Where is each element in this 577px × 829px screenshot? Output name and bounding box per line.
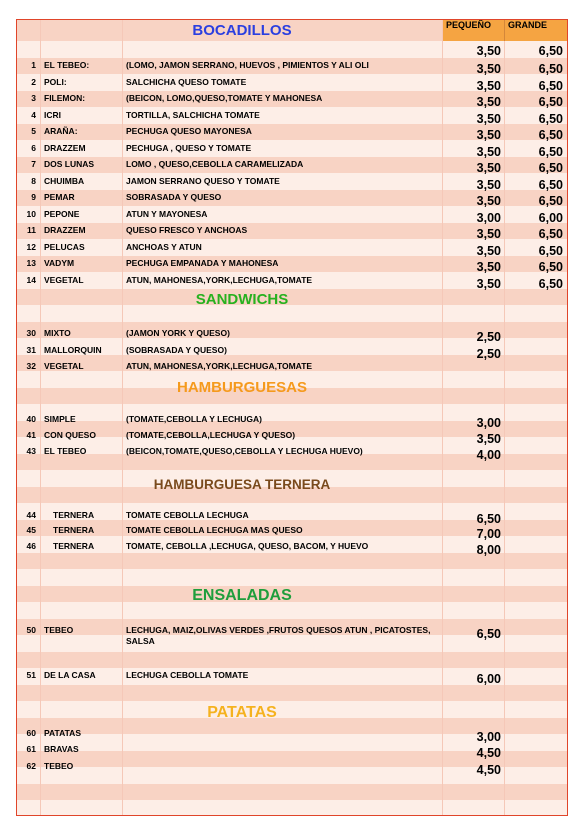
title-patatas-text: PATATAS	[207, 704, 277, 721]
item-price-small: 3,50	[476, 128, 501, 142]
item-description: TOMATE CEBOLLA LECHUGA	[126, 510, 249, 520]
item-number: 62	[26, 761, 36, 771]
title-ensaladas	[41, 586, 443, 605]
item-price-small: 3,50	[476, 112, 501, 126]
table-cell	[505, 718, 567, 735]
item-name: DRAZZEM	[44, 225, 86, 235]
item-name: CON QUESO	[44, 430, 96, 440]
table-cell	[505, 767, 567, 784]
table-row-bg	[17, 652, 567, 669]
table-cell	[17, 91, 41, 108]
title-ensaladas-text: ENSALADAS	[192, 587, 292, 604]
item-name: VEGETAL	[44, 275, 84, 285]
item-description: LECHUGA, MAIZ,OLIVAS VERDES ,FRUTOS QUESOS ATUN , PICATOSTES, SALSA	[126, 625, 431, 646]
item-number: 41	[26, 430, 36, 440]
table-cell	[17, 635, 41, 652]
item-name: TERNERA	[53, 525, 95, 535]
item-number: 30	[26, 328, 36, 338]
item-price-small: 3,50	[476, 145, 501, 159]
item-name: DOS LUNAS	[44, 159, 95, 169]
table-cell	[443, 652, 505, 669]
table-cell	[505, 305, 567, 322]
table-cell	[443, 602, 505, 619]
table-cell	[505, 371, 567, 388]
item-price-large: 6,50	[538, 128, 563, 142]
item-number: 8	[31, 176, 36, 186]
item-price-small: 3,50	[476, 178, 501, 192]
item-description: (SOBRASADA Y QUESO)	[126, 345, 227, 355]
table-cell	[17, 388, 41, 405]
item-number: 7	[31, 159, 36, 169]
item-price-small: 4,50	[476, 746, 501, 760]
item-description: (JAMON YORK Y QUESO)	[126, 328, 230, 338]
table-cell	[505, 322, 567, 339]
table-cell	[443, 569, 505, 586]
item-price-small: 3,00	[476, 416, 501, 430]
table-cell	[17, 124, 41, 141]
table-cell	[17, 173, 41, 190]
table-cell	[443, 487, 505, 504]
item-description: QUESO FRESCO Y ANCHOAS	[126, 225, 248, 235]
item-name: ARAÑA:	[44, 126, 78, 136]
item-price-large: 6,50	[538, 260, 563, 274]
menu-sheet	[16, 19, 568, 816]
item-description: PECHUGA QUESO MAYONESA	[126, 126, 252, 136]
table-cell	[443, 371, 505, 388]
item-name: DE LA CASA	[44, 670, 96, 680]
item-name: DRAZZEM	[44, 143, 86, 153]
item-name: PEMAR	[44, 192, 75, 202]
item-name: POLI:	[44, 77, 67, 87]
item-price-small: 3,00	[476, 730, 501, 744]
item-description: ATUN, MAHONESA,YORK,LECHUGA,TOMATE	[126, 361, 313, 371]
item-description: JAMON SERRANO QUESO Y TOMATE	[126, 176, 280, 186]
item-number: 11	[27, 225, 36, 235]
table-cell	[17, 553, 41, 570]
table-cell	[443, 685, 505, 702]
item-price-large: 6,50	[538, 244, 563, 258]
item-price-small: 8,00	[476, 543, 501, 557]
item-price-small: 3,50	[476, 244, 501, 258]
table-cell	[505, 685, 567, 702]
item-name: FILEMON:	[44, 93, 86, 103]
item-description: (LOMO, JAMON SERRANO, HUEVOS , PIMIENTOS Y ALI OLI	[126, 60, 369, 70]
item-price-small: 2,50	[476, 347, 501, 361]
table-cell	[123, 569, 443, 586]
item-number: 10	[26, 209, 36, 219]
item-price-small: 4,00	[476, 448, 501, 462]
table-cell	[17, 140, 41, 157]
item-price-small: 3,50	[476, 227, 501, 241]
table-cell	[17, 470, 41, 487]
item-number: 40	[26, 414, 36, 424]
item-number: 43	[26, 446, 36, 456]
item-description: (TOMATE,CEBOLLA,LECHUGA Y QUESO)	[126, 430, 296, 440]
item-name: TERNERA	[53, 541, 95, 551]
table-cell	[505, 388, 567, 405]
header-large-label: GRANDE	[508, 20, 548, 30]
table-cell	[17, 371, 41, 388]
item-number: 5	[31, 126, 36, 136]
table-cell	[505, 652, 567, 669]
table-cell	[505, 553, 567, 570]
item-number: 31	[26, 345, 36, 355]
item-price-small: 3,50	[476, 194, 501, 208]
title-hamburguesas	[41, 379, 443, 397]
table-cell	[17, 74, 41, 91]
item-price-small: 6,00	[476, 672, 501, 686]
item-price-small: 3,00	[476, 211, 501, 225]
item-number: 14	[26, 275, 36, 285]
table-cell	[505, 338, 567, 355]
item-name: TEBEO	[44, 761, 74, 771]
item-number: 2	[31, 77, 36, 87]
table-cell	[505, 619, 567, 636]
table-cell	[505, 602, 567, 619]
table-cell	[17, 800, 41, 816]
item-price-small: 7,00	[476, 527, 501, 541]
item-name: TERNERA	[53, 510, 95, 520]
table-cell	[17, 586, 41, 603]
item-description: SOBRASADA Y QUESO	[126, 192, 222, 202]
item-description: PECHUGA EMPANADA Y MAHONESA	[126, 258, 279, 268]
item-description: (BEICON,TOMATE,QUESO,CEBOLLA Y LECHUGA HUEVO)	[126, 446, 363, 456]
table-cell	[443, 470, 505, 487]
base-price-large: 6,50	[538, 44, 563, 58]
table-cell	[41, 553, 123, 570]
item-description: SALCHICHA QUESO TOMATE	[126, 77, 247, 87]
item-price-small: 3,50	[476, 277, 501, 291]
item-name: BRAVAS	[44, 744, 79, 754]
item-number: 12	[26, 242, 36, 252]
item-description: TOMATE CEBOLLA LECHUGA MAS QUESO	[126, 525, 303, 535]
table-cell	[17, 58, 41, 75]
table-cell	[505, 503, 567, 520]
item-description: (TOMATE,CEBOLLA Y LECHUGA)	[126, 414, 262, 424]
title-sandwichs-text: SANDWICHS	[195, 291, 289, 308]
item-number: 6	[31, 143, 36, 153]
item-number: 9	[31, 192, 36, 202]
item-price-small: 3,50	[476, 432, 501, 446]
item-description: PECHUGA , QUESO Y TOMATE	[126, 143, 252, 153]
table-cell	[123, 553, 443, 570]
table-cell	[17, 487, 41, 504]
item-description: TOMATE, CEBOLLA ,LECHUGA, QUESO, BACOM, Y HUEVO	[126, 541, 369, 551]
table-cell	[443, 388, 505, 405]
table-cell	[41, 635, 123, 652]
header-large	[505, 20, 567, 41]
item-name: EL TEBEO:	[44, 60, 90, 70]
table-row-bg	[17, 685, 567, 702]
table-cell	[505, 487, 567, 504]
table-cell	[123, 41, 443, 58]
item-name: PATATAS	[44, 728, 81, 738]
table-row-bg	[17, 569, 567, 586]
item-price-small: 6,50	[476, 512, 501, 526]
table-cell	[505, 734, 567, 751]
item-name: TEBEO	[44, 625, 74, 635]
table-cell	[17, 190, 41, 207]
table-cell	[41, 800, 123, 816]
item-number: 1	[31, 60, 36, 70]
table-cell	[505, 701, 567, 718]
table-cell	[17, 20, 41, 41]
table-cell	[505, 355, 567, 372]
table-cell	[123, 800, 443, 816]
table-cell	[17, 784, 41, 801]
item-description: (BEICON, LOMO,QUESO,TOMATE Y MAHONESA	[126, 93, 323, 103]
title-patatas	[41, 703, 443, 722]
title-ternera-text: HAMBURGUESA TERNERA	[153, 477, 331, 492]
table-cell	[123, 734, 443, 751]
item-number: 4	[31, 110, 36, 120]
item-price-small: 3,50	[476, 62, 501, 76]
table-cell	[505, 536, 567, 553]
item-number: 61	[26, 744, 36, 754]
item-number: 32	[26, 361, 36, 371]
table-cell	[17, 305, 41, 322]
table-cell	[443, 701, 505, 718]
table-cell	[505, 437, 567, 454]
table-row-bg	[17, 800, 567, 816]
table-cell	[17, 602, 41, 619]
table-cell	[17, 41, 41, 58]
table-cell	[505, 784, 567, 801]
table-cell	[123, 767, 443, 784]
table-cell	[123, 652, 443, 669]
table-cell	[41, 784, 123, 801]
title-hamburguesas-text: HAMBURGUESAS	[176, 379, 307, 396]
item-price-large: 6,50	[538, 95, 563, 109]
item-name: EL TEBEO	[44, 446, 87, 456]
table-cell	[41, 41, 123, 58]
base-price-small: 3,50	[476, 44, 501, 58]
table-cell	[17, 569, 41, 586]
item-name: VADYM	[44, 258, 75, 268]
item-price-small: 3,50	[476, 95, 501, 109]
title-bocadillos-text: BOCADILLOS	[192, 22, 292, 39]
item-name: SIMPLE	[44, 414, 76, 424]
item-description: LECHUGA CEBOLLA TOMATE	[126, 670, 249, 680]
table-cell	[41, 569, 123, 586]
title-bocadillos	[41, 22, 443, 40]
item-name: PEPONE	[44, 209, 80, 219]
table-cell	[123, 685, 443, 702]
item-price-large: 6,50	[538, 227, 563, 241]
item-price-small: 4,50	[476, 763, 501, 777]
item-number: 45	[26, 525, 36, 535]
item-number: 44	[26, 510, 36, 520]
item-description: ANCHOAS Y ATUN	[126, 242, 202, 252]
item-price-small: 6,50	[476, 627, 501, 641]
item-price-small: 3,50	[476, 260, 501, 274]
item-name: VEGETAL	[44, 361, 84, 371]
item-price-large: 6,50	[538, 112, 563, 126]
table-cell	[505, 586, 567, 603]
item-price-small: 3,50	[476, 79, 501, 93]
header-small	[443, 20, 505, 41]
item-description: TORTILLA, SALCHICHA TOMATE	[126, 110, 260, 120]
item-name: ICRI	[44, 110, 61, 120]
table-cell	[41, 685, 123, 702]
title-sandwichs	[41, 291, 443, 309]
table-cell	[17, 652, 41, 669]
item-number: 13	[26, 258, 36, 268]
item-name: CHUIMBA	[44, 176, 85, 186]
item-name: MALLORQUIN	[44, 345, 102, 355]
table-cell	[443, 305, 505, 322]
item-price-large: 6,00	[538, 211, 563, 225]
item-price-large: 6,50	[538, 161, 563, 175]
item-price-large: 6,50	[538, 277, 563, 291]
table-cell	[123, 751, 443, 768]
title-ternera	[41, 476, 443, 493]
item-number: 50	[26, 625, 36, 635]
table-cell	[505, 454, 567, 471]
table-cell	[505, 470, 567, 487]
table-cell	[505, 751, 567, 768]
item-price-large: 6,50	[538, 178, 563, 192]
table-cell	[505, 520, 567, 537]
table-cell	[17, 157, 41, 174]
item-number: 3	[31, 93, 36, 103]
table-cell	[505, 569, 567, 586]
table-cell	[17, 289, 41, 306]
item-price-large: 6,50	[538, 62, 563, 76]
item-price-small: 3,50	[476, 161, 501, 175]
table-cell	[443, 784, 505, 801]
item-number: 51	[26, 670, 36, 680]
item-price-large: 6,50	[538, 79, 563, 93]
table-cell	[505, 421, 567, 438]
item-price-large: 6,50	[538, 145, 563, 159]
table-cell	[17, 107, 41, 124]
table-row-bg	[17, 784, 567, 801]
table-cell	[505, 635, 567, 652]
table-cell	[505, 800, 567, 816]
table-cell	[17, 701, 41, 718]
table-cell	[505, 404, 567, 421]
item-number: 46	[26, 541, 36, 551]
item-number: 60	[26, 728, 36, 738]
item-description: LOMO , QUESO,CEBOLLA CARAMELIZADA	[126, 159, 304, 169]
item-name: PELUCAS	[44, 242, 85, 252]
table-cell	[123, 784, 443, 801]
table-cell	[443, 800, 505, 816]
item-name: MIXTO	[44, 328, 71, 338]
table-cell	[17, 685, 41, 702]
item-price-large: 6,50	[538, 194, 563, 208]
header-small-label: PEQUEÑO	[446, 20, 492, 30]
item-description: ATUN Y MAYONESA	[126, 209, 208, 219]
table-cell	[41, 652, 123, 669]
table-cell	[505, 668, 567, 685]
table-cell	[443, 586, 505, 603]
item-price-small: 2,50	[476, 330, 501, 344]
item-description: ATUN, MAHONESA,YORK,LECHUGA,TOMATE	[126, 275, 313, 285]
